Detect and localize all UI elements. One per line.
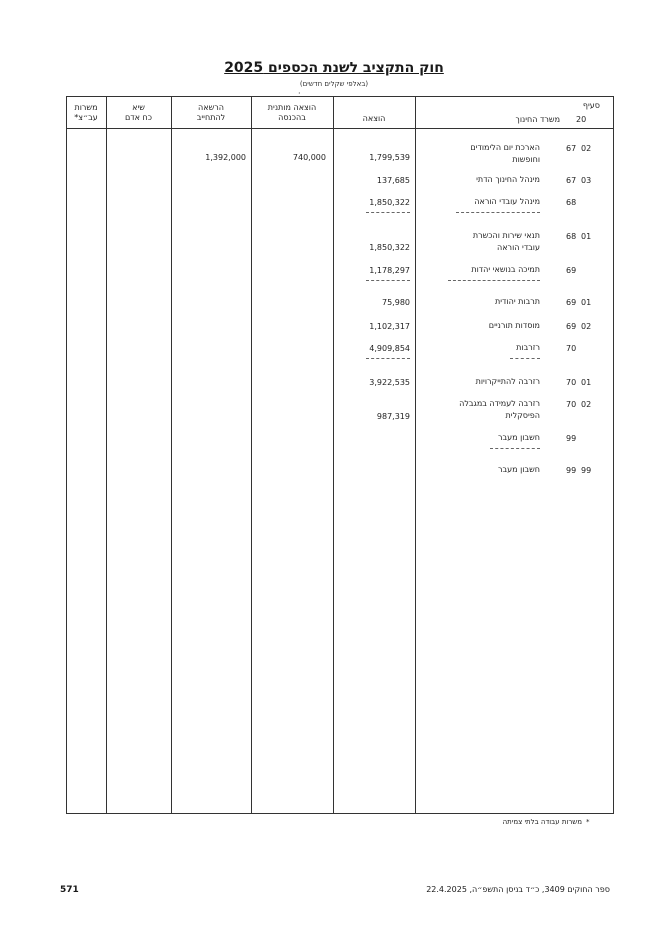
row-commitment: 1,392,000 — [205, 153, 246, 162]
row-code: 02 — [581, 400, 592, 409]
footnote: משרות עבודה בלתי צמיתה — [502, 818, 582, 826]
table-row-name: תנאי שירות והכשרת עובדי הוראה — [472, 231, 540, 252]
row-code: 69 — [566, 266, 577, 275]
table-row-name: תמיכה בנושאי יהדות — [471, 265, 540, 274]
column-divider — [251, 96, 252, 814]
table-row-name: רזרבות — [516, 343, 540, 352]
row-code: 69 — [566, 298, 577, 307]
header-conditional-expense: הוצאה מותנית בהכנסה — [267, 103, 317, 122]
page-title: חוק התקציב לשנת הכספים 2025 — [224, 60, 444, 76]
subtotal-underline — [366, 358, 410, 359]
header-positions: משרות עב״צ* — [74, 103, 98, 122]
row-code: 01 — [581, 298, 592, 307]
row-expense: 1,799,539 — [369, 153, 410, 162]
subtotal-underline — [510, 358, 540, 359]
publication-reference: ספר החוקים 3409, כ״ד בניסן התשפ״ה, 22.4.2025 — [426, 885, 610, 894]
header-section: סעיף — [582, 101, 600, 110]
row-code: 70 — [566, 400, 577, 409]
row-code: 03 — [581, 176, 592, 185]
row-expense: 987,319 — [376, 412, 410, 421]
row-code: 02 — [581, 322, 592, 331]
row-code: 99 — [581, 466, 592, 475]
subtotal-underline — [366, 280, 410, 281]
table-row-name: חשבון מעבר — [497, 433, 540, 442]
row-expense: 75,980 — [382, 298, 410, 307]
row-code: 70 — [566, 344, 577, 353]
subtotal-underline — [490, 448, 540, 449]
column-divider — [106, 96, 107, 814]
table-row-name: מינהל החינוך הדתי — [476, 175, 540, 184]
table-row-name: חשבון מעבר — [497, 465, 540, 474]
table-header-divider — [66, 128, 614, 129]
row-code: 68 — [566, 232, 577, 241]
table-row-name: מוסדות תורניים — [488, 321, 540, 330]
row-code: 02 — [581, 144, 592, 153]
row-expense: 1,178,297 — [369, 266, 410, 275]
table-row-name: תרבות יהודית — [495, 297, 540, 306]
table-row-name: רזרבה להתייקרויות — [475, 377, 540, 386]
header-expense: הוצאה — [362, 114, 386, 123]
row-code: 70 — [566, 378, 577, 387]
row-code: 67 — [566, 144, 577, 153]
row-code: 68 — [566, 198, 577, 207]
subtotal-underline — [448, 280, 540, 281]
table-row-name: רזרבה לעמידה במגבלה הפיסקלית — [459, 399, 540, 420]
header-manpower: שיא כח אדם — [124, 103, 153, 122]
table-row-name: הארכת יום הלימודים וחופשות — [470, 143, 540, 164]
row-expense: 137,685 — [376, 176, 410, 185]
row-conditional: 740,000 — [292, 153, 326, 162]
row-expense: 1,850,322 — [369, 243, 410, 252]
row-code: 01 — [581, 232, 592, 241]
column-divider — [415, 96, 416, 814]
row-expense: 1,102,317 — [369, 322, 410, 331]
row-code: 67 — [566, 176, 577, 185]
table-row-name: מינהל עובדי הוראה — [474, 197, 540, 206]
row-code: 69 — [566, 322, 577, 331]
footnote-mark: * — [586, 818, 590, 826]
row-expense: 3,922,535 — [369, 378, 410, 387]
subtotal-underline — [456, 212, 540, 213]
subtotal-underline — [366, 212, 410, 213]
header-ministry-name: משרד החינוך — [515, 115, 560, 124]
header-commitment: הרשאה להתחייב — [196, 103, 226, 122]
page-number: 571 — [60, 885, 79, 895]
header-ministry-code: 20 — [576, 115, 587, 124]
column-divider — [171, 96, 172, 814]
page-subtitle: (באלפי שקלים חדשים) — [299, 80, 369, 88]
row-code: 99 — [566, 434, 577, 443]
row-expense: 1,850,322 — [369, 198, 410, 207]
row-expense: 4,909,854 — [369, 344, 410, 353]
row-code: 99 — [566, 466, 577, 475]
row-code: 01 — [581, 378, 592, 387]
decorative-dot: · — [298, 89, 301, 98]
